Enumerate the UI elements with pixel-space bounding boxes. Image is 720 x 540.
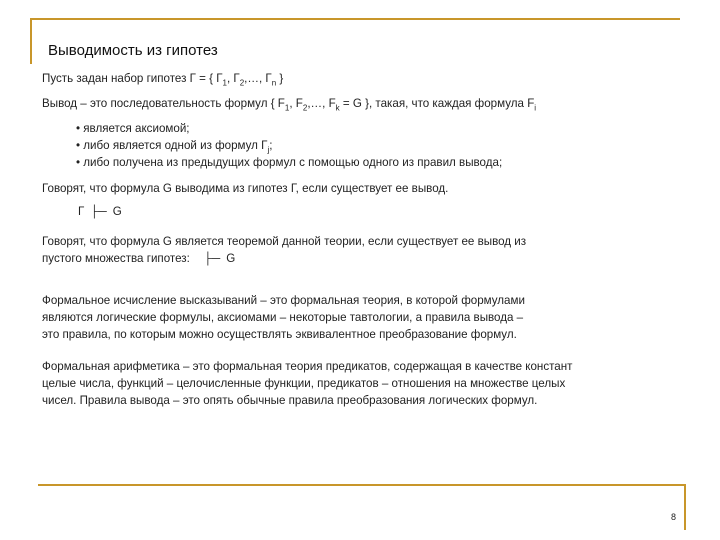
formal-arithmetic-2: целые числа, функций – целочисленные функции, предикатов – отношения на множестве целых	[42, 377, 566, 390]
theorem-definition-2: пустого множества гипотез: ├─ G	[42, 252, 236, 265]
bullet-rule: • либо получена из предыдущих формул с помощью одного из правил вывода;	[76, 156, 503, 169]
derivation-definition: Вывод – это последовательность формул { $F_1$, $F_2,\dots$, $F_k = G$ }, такая, что каждая формула $F_i$	[42, 97, 537, 113]
hypotheses-line: Пусть задан набор гипотез Г = { $Г_1$, $Г_2,\dots$, $Г_n$ }	[42, 72, 284, 88]
bullet-hypothesis: • либо является одной из формул $Г_j$;	[76, 139, 273, 155]
propositional-calculus-1: Формальное исчисление высказываний – это формальная теория, в которой формулами	[42, 294, 525, 307]
propositional-calculus-2: являются логические формулы, аксиомами – некоторые тавтологии, а правила вывода –	[42, 311, 524, 324]
bottom-rule	[38, 484, 686, 486]
right-rule	[684, 484, 686, 530]
bullet-axiom: • является аксиомой;	[76, 122, 190, 135]
slide-title: Выводимость из гипотез	[48, 42, 218, 59]
propositional-calculus-3: это правила, по которым можно осуществлять эквивалентное преобразование формул.	[42, 328, 517, 341]
page-number: 8	[670, 512, 676, 522]
derivability-definition: Говорят, что формула G выводима из гипотез Г, если существует ее вывод.	[42, 182, 449, 195]
theorem-definition-1: Говорят, что формула G является теоремой данной теории, если существует ее вывод из	[42, 235, 527, 248]
formal-arithmetic-1: Формальная арифметика – это формальная теория предикатов, содержащая в качестве констант	[42, 360, 573, 373]
top-rule	[30, 18, 680, 20]
left-rule	[30, 18, 32, 64]
formal-arithmetic-3: чисел. Правила вывода – это опять обычные правила преобразования логических формул.	[42, 394, 538, 407]
turnstile-hypotheses: Г ├─ G	[78, 205, 122, 218]
